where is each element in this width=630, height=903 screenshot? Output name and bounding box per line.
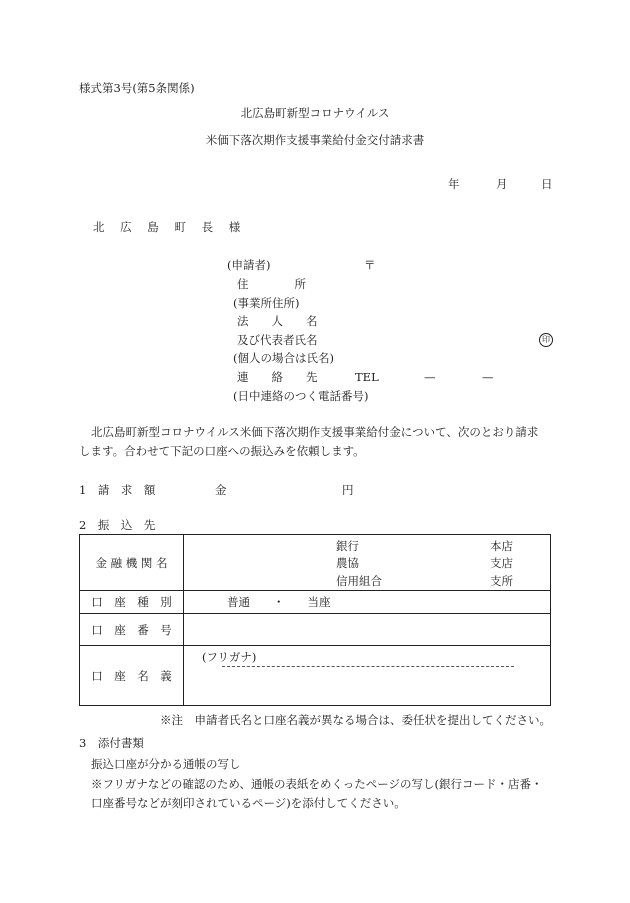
kin-label: 金 bbox=[215, 483, 227, 497]
address-label: 住 所 bbox=[237, 277, 306, 291]
tel-label: TEL bbox=[355, 370, 379, 384]
tel-dash-1: — bbox=[424, 370, 436, 384]
institution-row bbox=[80, 535, 551, 591]
account-type-row bbox=[80, 591, 551, 614]
office-address-label: (事業所住所) bbox=[233, 296, 300, 310]
type-ja: 農協 bbox=[336, 556, 359, 570]
account-type-label: 口 座 種 別 bbox=[80, 591, 184, 614]
postal-mark: 〒 bbox=[364, 258, 376, 272]
section2-label: 2 振 込 先 bbox=[79, 518, 156, 532]
contact-label: 連 絡 先 bbox=[237, 370, 318, 384]
account-name-row bbox=[80, 646, 551, 706]
body-text-line1: 北広島町新型コロナウイルス米価下落次期作支援事業給付金について、次のとおり請求 bbox=[91, 425, 539, 439]
individual-note: (個人の場合は氏名) bbox=[233, 351, 334, 365]
branch-main: 本店 bbox=[490, 539, 513, 553]
type-bank: 銀行 bbox=[336, 539, 359, 553]
institution-label: 金 融 機 関 名 bbox=[80, 535, 184, 591]
tel-dash-2: — bbox=[482, 370, 494, 384]
date-day: 日 bbox=[541, 177, 553, 191]
contact-note: (日中連絡のつく電話番号) bbox=[233, 389, 369, 403]
account-number-label: 口 座 番 号 bbox=[80, 614, 184, 646]
corp-name-label: 法 人 名 bbox=[237, 314, 318, 328]
branch-branch: 支店 bbox=[490, 556, 513, 570]
furigana-line bbox=[222, 666, 514, 667]
date-month: 月 bbox=[496, 177, 508, 191]
applicant-label: (申請者) bbox=[227, 258, 271, 272]
type-credit-union: 信用組合 bbox=[336, 574, 382, 588]
form-number: 様式第3号(第5条関係) bbox=[79, 81, 195, 95]
section1-label: 1 請 求 額 bbox=[79, 483, 156, 497]
addressee: 北 広 島 町 長 様 bbox=[93, 220, 247, 234]
account-type-value: 普通 ・ 当座 bbox=[227, 595, 331, 609]
yen-label: 円 bbox=[342, 483, 354, 497]
account-type-cell[interactable] bbox=[184, 591, 551, 614]
seal-mark: 印 bbox=[539, 331, 553, 347]
body-text-line2: します。合わせて下記の口座への振込みを依頼します。 bbox=[79, 444, 365, 458]
institution-cell[interactable] bbox=[184, 535, 551, 591]
attachment-item2-line1: ※フリガナなどの確認のため、通帳の表紙をめくったページの写し(銀行コード・店番・ bbox=[91, 777, 543, 791]
account-number-cell[interactable] bbox=[184, 614, 551, 646]
section3-label: 3 添付書類 bbox=[79, 736, 144, 750]
account-number-row bbox=[80, 614, 551, 646]
date-year: 年 bbox=[448, 177, 460, 191]
title-line1: 北広島町新型コロナウイルス bbox=[240, 106, 390, 120]
furigana-label: (フリガナ) bbox=[202, 650, 257, 664]
account-name-cell[interactable] bbox=[184, 646, 551, 706]
attachment-item2-line2: 口座番号などが刻印されているページ)を添付してください。 bbox=[91, 796, 406, 810]
bank-account-table bbox=[79, 534, 551, 706]
branch-office: 支所 bbox=[490, 574, 513, 588]
title-line2: 米価下落次期作支援事業給付金交付請求書 bbox=[205, 133, 425, 147]
table-note: ※注 申請者氏名と口座名義が異なる場合は、委任状を提出してください。 bbox=[160, 713, 551, 727]
account-name-label: 口 座 名 義 bbox=[80, 646, 184, 706]
rep-name-label: 及び代表者氏名 bbox=[237, 333, 318, 347]
attachment-item1: 振込口座が分かる通帳の写し bbox=[91, 757, 241, 771]
